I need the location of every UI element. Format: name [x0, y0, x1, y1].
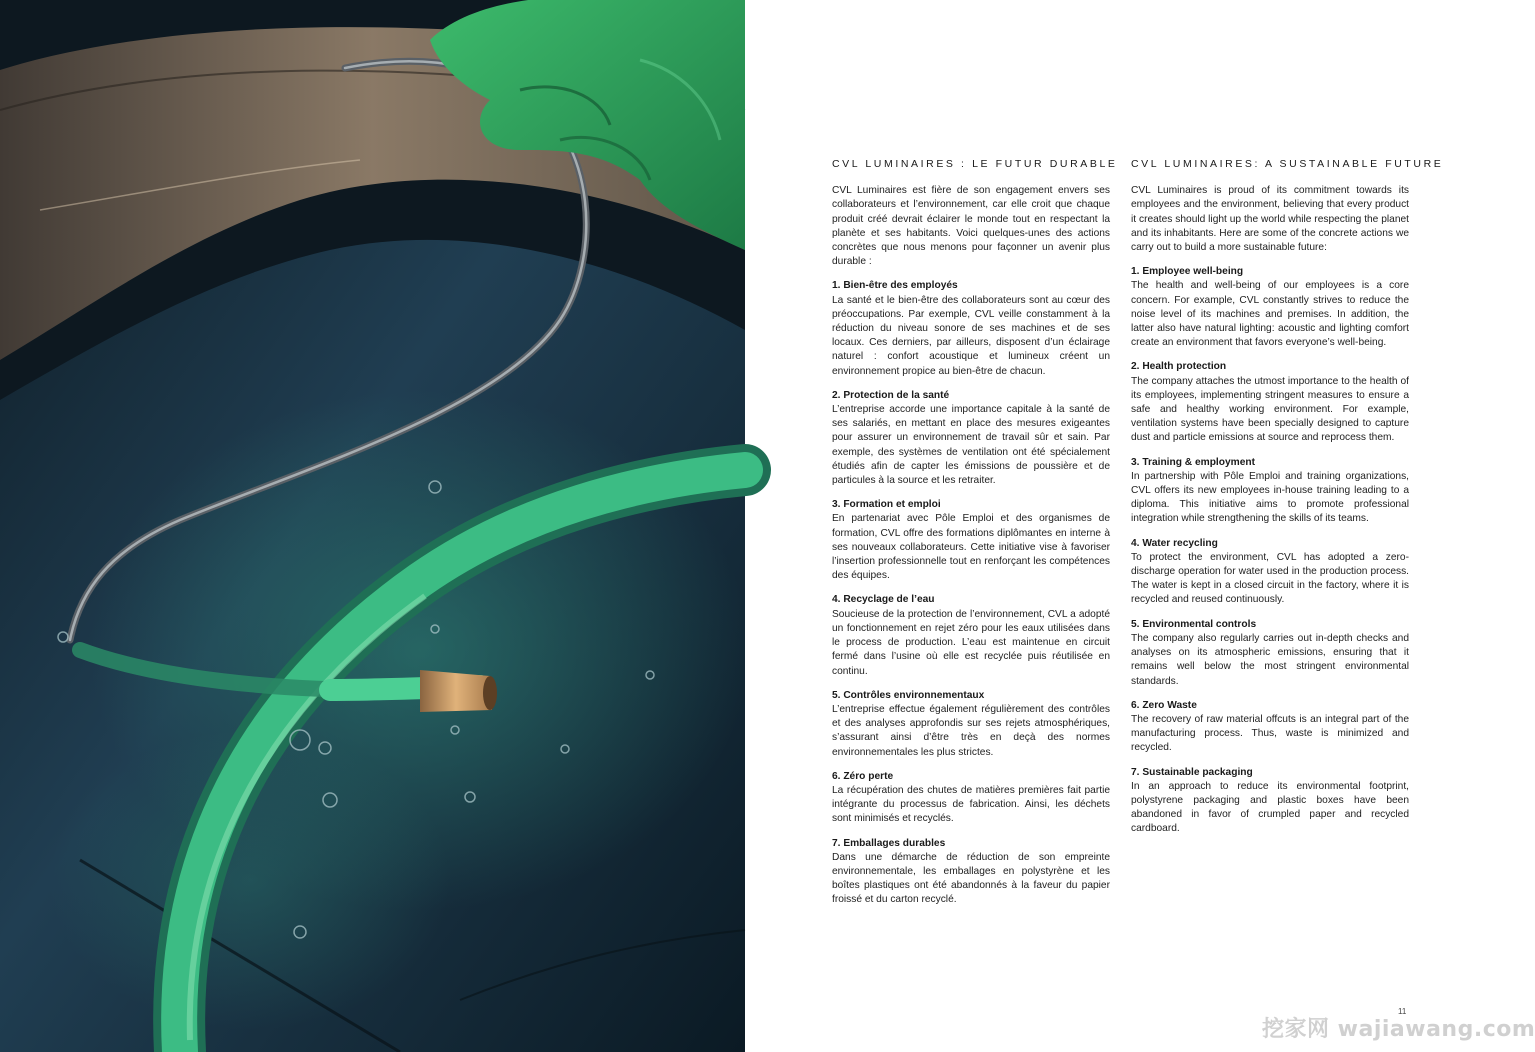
section-heading: 4. Water recycling [1131, 537, 1218, 549]
english-section-2 [1131, 360, 1409, 445]
section-heading: 4. Recyclage de l’eau [832, 594, 935, 606]
section-heading: 1. Bien-être des employés [832, 280, 958, 292]
page-number: 11 [1398, 1007, 1407, 1016]
english-section-7 [1131, 766, 1409, 837]
french-column [832, 157, 1118, 918]
section-body: Dans une démarche de réduction de son empreinte environnementale, les emballages en polystyrène et les boîtes plastiques ont été abandonnés à la faveur du papier froissé et du carton recyclé. [832, 851, 1110, 906]
french-section-7 [832, 837, 1110, 908]
section-heading: 6. Zero Waste [1131, 699, 1197, 711]
section-body: En partenariat avec Pôle Emploi et des organismes de formation, CVL offre des formations diplômantes en interne à ses nouveaux collaborateurs. Cette initiative vise à favoriser l’insertion professionnelle tout en renforçant les compétences des équipes. [832, 513, 1110, 582]
section-body: In an approach to reduce its environmental footprint, polystyrene packaging and plastic boxes have been abandoned in favor of crumpled paper and recycled cardboard. [1131, 780, 1409, 835]
section-heading: 1. Employee well-being [1131, 266, 1244, 278]
french-title: CVL LUMINAIRES : LE FUTUR DURABLE [832, 158, 1118, 170]
section-heading: 6. Zéro perte [832, 770, 894, 782]
section-body: In partnership with Pôle Emploi and training organizations, CVL offers its new employees in-house training leading to a diploma. This initiative aims to promote professional integration while strengthening the skills of its teams. [1131, 470, 1409, 525]
french-section-1 [832, 279, 1110, 378]
french-section-3 [832, 498, 1110, 583]
english-section-1 [1131, 265, 1409, 350]
section-body: L’entreprise accorde une importance capitale à la santé de ses salariés, en mettant en place des mesures exigeantes pour assurer un environnement de travail sûr et sain. Par exemple, des systèmes de ventilation ont été spécialement étudiés afin de capter les émissions de poussière et de particules à la source et les retraiter. [832, 404, 1110, 487]
section-body: The company also regularly carries out in-depth checks and analyses on its atmospheric emissions, ensuring that it remains well below the most stringent environmental standards. [1131, 632, 1409, 687]
section-body: To protect the environment, CVL has adopted a zero-discharge operation for water used in the production process. The water is kept in a closed circuit in the factory, where it is recycled and reused continuously. [1131, 551, 1409, 606]
english-section-3 [1131, 456, 1409, 527]
section-body: La santé et le bien-être des collaborateurs sont au cœur des préoccupations. Par exemple, CVL veille constamment à la réduction du niveau sonore de ses machines et de ses locaux. Ces derniers, par ailleurs, disposent d’un éclairage naturel : confort acoustique et lumineux créent un environnement propice au bien-être de chacun. [832, 294, 1110, 377]
factory-photo [0, 0, 745, 1052]
section-body: The health and well-being of our employees is a core concern. For example, CVL constantly strives to reduce the noise level of its machines and premises. In addition, the latter also have natural lighting: acoustic and lighting comfort create an environment that favors everyone’s well-being. [1131, 280, 1409, 349]
french-section-2 [832, 389, 1110, 488]
section-heading: 2. Protection de la santé [832, 389, 950, 401]
english-column [1131, 157, 1444, 847]
section-heading: 7. Emballages durables [832, 837, 946, 849]
english-section-6 [1131, 699, 1409, 756]
french-section-4 [832, 593, 1110, 678]
french-section-5 [832, 689, 1110, 760]
english-section-5 [1131, 618, 1409, 689]
section-body: The recovery of raw material offcuts is an integral part of the manufacturing process. Thus, waste is minimized and recycled. [1131, 713, 1409, 754]
section-body: L’entreprise effectue également régulièrement des contrôles et des analyses approfondis sur ses rejets atmosphériques, s’assurant ainsi d’être très en deçà des normes environnementales les plus strictes. [832, 703, 1110, 758]
section-heading: 3. Training & employment [1131, 456, 1255, 468]
english-section-4 [1131, 537, 1409, 608]
section-body: The company attaches the utmost importance to the health of its employees, implementing stringent measures to ensure a safe and healthy working environment. For example, ventilation systems have been specially designed to capture dust and particle emissions at source and reprocess them. [1131, 375, 1409, 444]
section-heading: 2. Health protection [1131, 361, 1227, 373]
section-heading: 3. Formation et emploi [832, 499, 941, 511]
photo-illustration [0, 0, 745, 1052]
section-body: Soucieuse de la protection de l’environnement, CVL a adopté un fonctionnement en rejet zéro pour les eaux utilisées dans le process de production. L’eau est maintenue en circuit fermé dans l’usine où elle est recyclée puis réutilisée en continu. [832, 608, 1110, 677]
english-title: CVL LUMINAIRES: A SUSTAINABLE FUTURE [1131, 158, 1444, 170]
section-body: La récupération des chutes de matières premières fait partie intégrante du processus de fabrication. Ainsi, les déchets sont minimisés et recyclés. [832, 784, 1110, 825]
french-section-6 [832, 770, 1110, 827]
watermark: 挖家网 wajiawang.com [1262, 1017, 1535, 1042]
section-heading: 5. Contrôles environnementaux [832, 689, 985, 701]
french-intro: CVL Luminaires est fière de son engagement envers ses collaborateurs et l’environnement, car elle croit que chaque produit créé devrait éclairer le monde tout en respectant la planète et ses habitants. Voici quelques-unes des actions concrètes que nous menons pour façonner un avenir plus durable : [832, 185, 1110, 268]
section-heading: 7. Sustainable packaging [1131, 766, 1253, 778]
english-intro: CVL Luminaires is proud of its commitment towards its employees and the environment, believing that every product it creates should light up the world while respecting the planet and its inhabitants. Here are some of the concrete actions we carry out to build a more sustainable future: [1131, 185, 1409, 254]
section-heading: 5. Environmental controls [1131, 618, 1257, 630]
